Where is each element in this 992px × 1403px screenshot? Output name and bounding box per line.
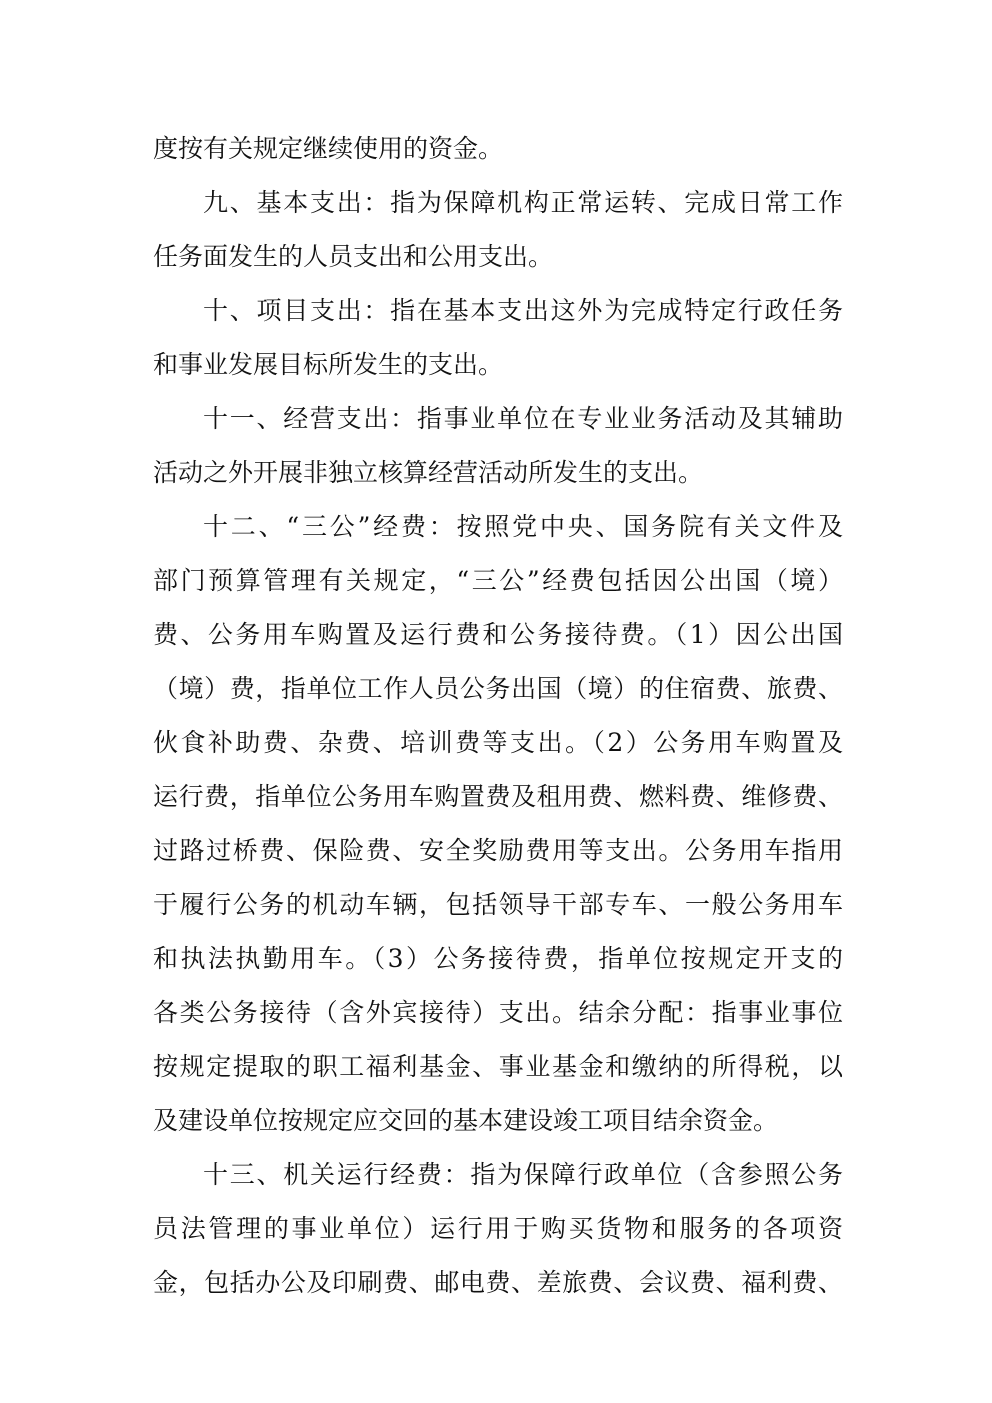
text-line: 及建设单位按规定应交回的基本建设竣工项目结余资金。 bbox=[153, 1106, 779, 1135]
text-line: 费、公务用车购置及运行费和公务接待费。（1）因公出国 bbox=[153, 620, 843, 649]
document-body bbox=[153, 122, 843, 1310]
text-line: 九、基本支出：指为保障机构正常运转、完成日常工作 bbox=[203, 188, 843, 217]
text-line: 部门预算管理有关规定，“三公”经费包括因公出国（境） bbox=[153, 566, 843, 595]
text-line: 十二、“三公”经费：按照党中央、国务院有关文件及 bbox=[203, 512, 843, 541]
text-line: 十三、机关运行经费：指为保障行政单位（含参照公务 bbox=[203, 1160, 843, 1189]
text-line: 过路过桥费、保险费、安全奖励费用等支出。公务用车指用 bbox=[153, 836, 843, 865]
text-line: 度按有关规定继续使用的资金。 bbox=[153, 134, 504, 163]
text-line: 任务面发生的人员支出和公用支出。 bbox=[153, 242, 554, 271]
text-line: 十一、经营支出：指事业单位在专业业务活动及其辅助 bbox=[203, 404, 843, 433]
text-line: 金，包括办公及印刷费、邮电费、差旅费、会议费、福利费、 bbox=[153, 1268, 843, 1297]
text-line: 于履行公务的机动车辆，包括领导干部专车、一般公务用车 bbox=[153, 890, 843, 919]
text-line: 十、项目支出：指在基本支出这外为完成特定行政任务 bbox=[203, 296, 843, 325]
text-line: 活动之外开展非独立核算经营活动所发生的支出。 bbox=[153, 458, 704, 487]
text-line: （境）费，指单位工作人员公务出国（境）的住宿费、旅费、 bbox=[153, 674, 843, 703]
text-line: 和事业发展目标所发生的支出。 bbox=[153, 350, 504, 379]
text-line: 运行费，指单位公务用车购置费及租用费、燃料费、维修费、 bbox=[153, 782, 843, 811]
text-line: 员法管理的事业单位）运行用于购买货物和服务的各项资 bbox=[153, 1214, 843, 1243]
text-line: 和执法执勤用车。（3）公务接待费，指单位按规定开支的 bbox=[153, 944, 843, 973]
text-line: 按规定提取的职工福利基金、事业基金和缴纳的所得税，以 bbox=[153, 1052, 843, 1081]
text-line: 各类公务接待（含外宾接待）支出。结余分配：指事业事位 bbox=[153, 998, 843, 1027]
text-line: 伙食补助费、杂费、培训费等支出。（2）公务用车购置及 bbox=[153, 728, 843, 757]
